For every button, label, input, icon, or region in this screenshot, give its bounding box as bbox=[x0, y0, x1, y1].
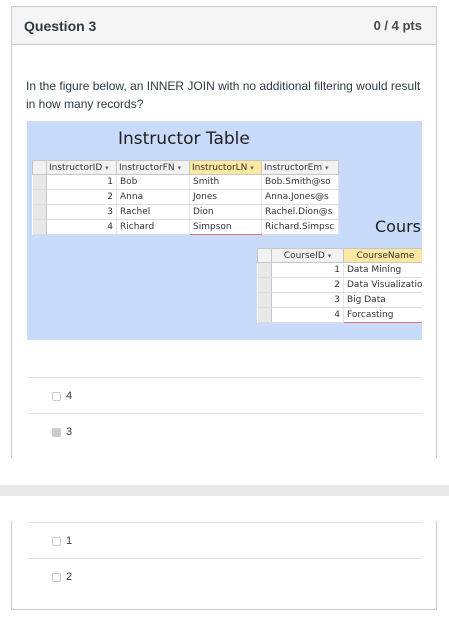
table-cell: Rachel bbox=[117, 205, 190, 220]
table-row bbox=[33, 220, 339, 235]
question-card bbox=[11, 6, 437, 458]
course-table bbox=[257, 248, 422, 323]
row-selector-header bbox=[33, 161, 47, 175]
dropdown-caret-icon: ▾ bbox=[327, 251, 332, 260]
row-selector bbox=[33, 175, 47, 190]
answer-option[interactable] bbox=[28, 558, 422, 594]
question-text: In the figure below, an INNER JOIN with no additional filtering would result in how many records? bbox=[26, 79, 421, 111]
row-selector bbox=[33, 220, 47, 235]
row-selector bbox=[258, 263, 272, 278]
answer-label: 2 bbox=[66, 571, 73, 583]
table-row bbox=[258, 308, 423, 323]
dropdown-caret-icon: ▾ bbox=[325, 163, 329, 172]
row-selector bbox=[258, 293, 272, 308]
radio-button[interactable] bbox=[52, 392, 61, 401]
row-selector bbox=[33, 190, 47, 205]
instructor-table bbox=[32, 160, 339, 235]
radio-button[interactable] bbox=[52, 573, 61, 582]
question-figure bbox=[27, 121, 422, 340]
row-selector-header bbox=[258, 249, 272, 263]
table-cell: Bob bbox=[117, 175, 190, 190]
table-cell: Dion bbox=[190, 205, 262, 220]
table-cell: 1 bbox=[272, 263, 344, 278]
col-header: CourseName bbox=[344, 249, 423, 263]
table-cell: 3 bbox=[47, 205, 117, 220]
radio-button-selected[interactable] bbox=[52, 428, 61, 437]
table-cell: Forcasting bbox=[344, 308, 423, 323]
question-card-continued bbox=[11, 521, 437, 610]
answer-option[interactable] bbox=[28, 413, 422, 449]
row-selector bbox=[258, 308, 272, 323]
table-cell: Bob.Smith@so bbox=[262, 175, 339, 190]
radio-button[interactable] bbox=[52, 537, 61, 546]
table-cell: 2 bbox=[47, 190, 117, 205]
course-header-row bbox=[258, 249, 423, 263]
table-cell: Data Mining bbox=[344, 263, 423, 278]
answer-label: 4 bbox=[66, 390, 73, 402]
table-row bbox=[33, 205, 339, 220]
row-selector bbox=[258, 278, 272, 293]
table-cell: Anna.Jones@s bbox=[262, 190, 339, 205]
table-cell: 4 bbox=[47, 220, 117, 235]
figure-title: Instructor Table bbox=[118, 129, 250, 149]
table-cell: Data Visualizatio bbox=[344, 278, 423, 293]
table-cell: Jones bbox=[190, 190, 262, 205]
table-cell: Rachel.Dion@s bbox=[262, 205, 339, 220]
table-row bbox=[258, 278, 423, 293]
dropdown-caret-icon: ▾ bbox=[105, 163, 109, 172]
page-break-divider bbox=[0, 485, 449, 496]
answer-label: 1 bbox=[66, 535, 73, 547]
table-row bbox=[258, 263, 423, 278]
question-points: 0 / 4 pts bbox=[373, 18, 422, 33]
col-header: InstructorLN ▾ bbox=[190, 161, 262, 175]
table-cell: Richard.Simpsc bbox=[262, 220, 339, 235]
table-cell: Smith bbox=[190, 175, 262, 190]
col-header: InstructorEm ▾ bbox=[262, 161, 339, 175]
answer-label: 3 bbox=[66, 426, 73, 438]
dropdown-caret-icon: ▾ bbox=[250, 163, 254, 172]
table-cell: Anna bbox=[117, 190, 190, 205]
col-header: InstructorID ▾ bbox=[47, 161, 117, 175]
table-cell: Simpson bbox=[190, 220, 262, 235]
table-cell: Big Data bbox=[344, 293, 423, 308]
question-header bbox=[12, 7, 436, 45]
table-cell: 2 bbox=[272, 278, 344, 293]
answer-option[interactable] bbox=[28, 377, 422, 413]
row-selector bbox=[33, 205, 47, 220]
table-row bbox=[33, 175, 339, 190]
instructor-header-row bbox=[33, 161, 339, 175]
col-header: CourseID ▾ bbox=[272, 249, 344, 263]
figure-course-title: Cours bbox=[375, 217, 422, 236]
table-cell: 3 bbox=[272, 293, 344, 308]
question-title: Question 3 bbox=[24, 18, 97, 34]
table-row bbox=[33, 190, 339, 205]
dropdown-caret-icon: ▾ bbox=[177, 163, 181, 172]
table-cell: Richard bbox=[117, 220, 190, 235]
answer-option[interactable] bbox=[28, 522, 422, 558]
col-header: InstructorFN ▾ bbox=[117, 161, 190, 175]
table-row bbox=[258, 293, 423, 308]
table-cell: 1 bbox=[47, 175, 117, 190]
table-cell: 4 bbox=[272, 308, 344, 323]
